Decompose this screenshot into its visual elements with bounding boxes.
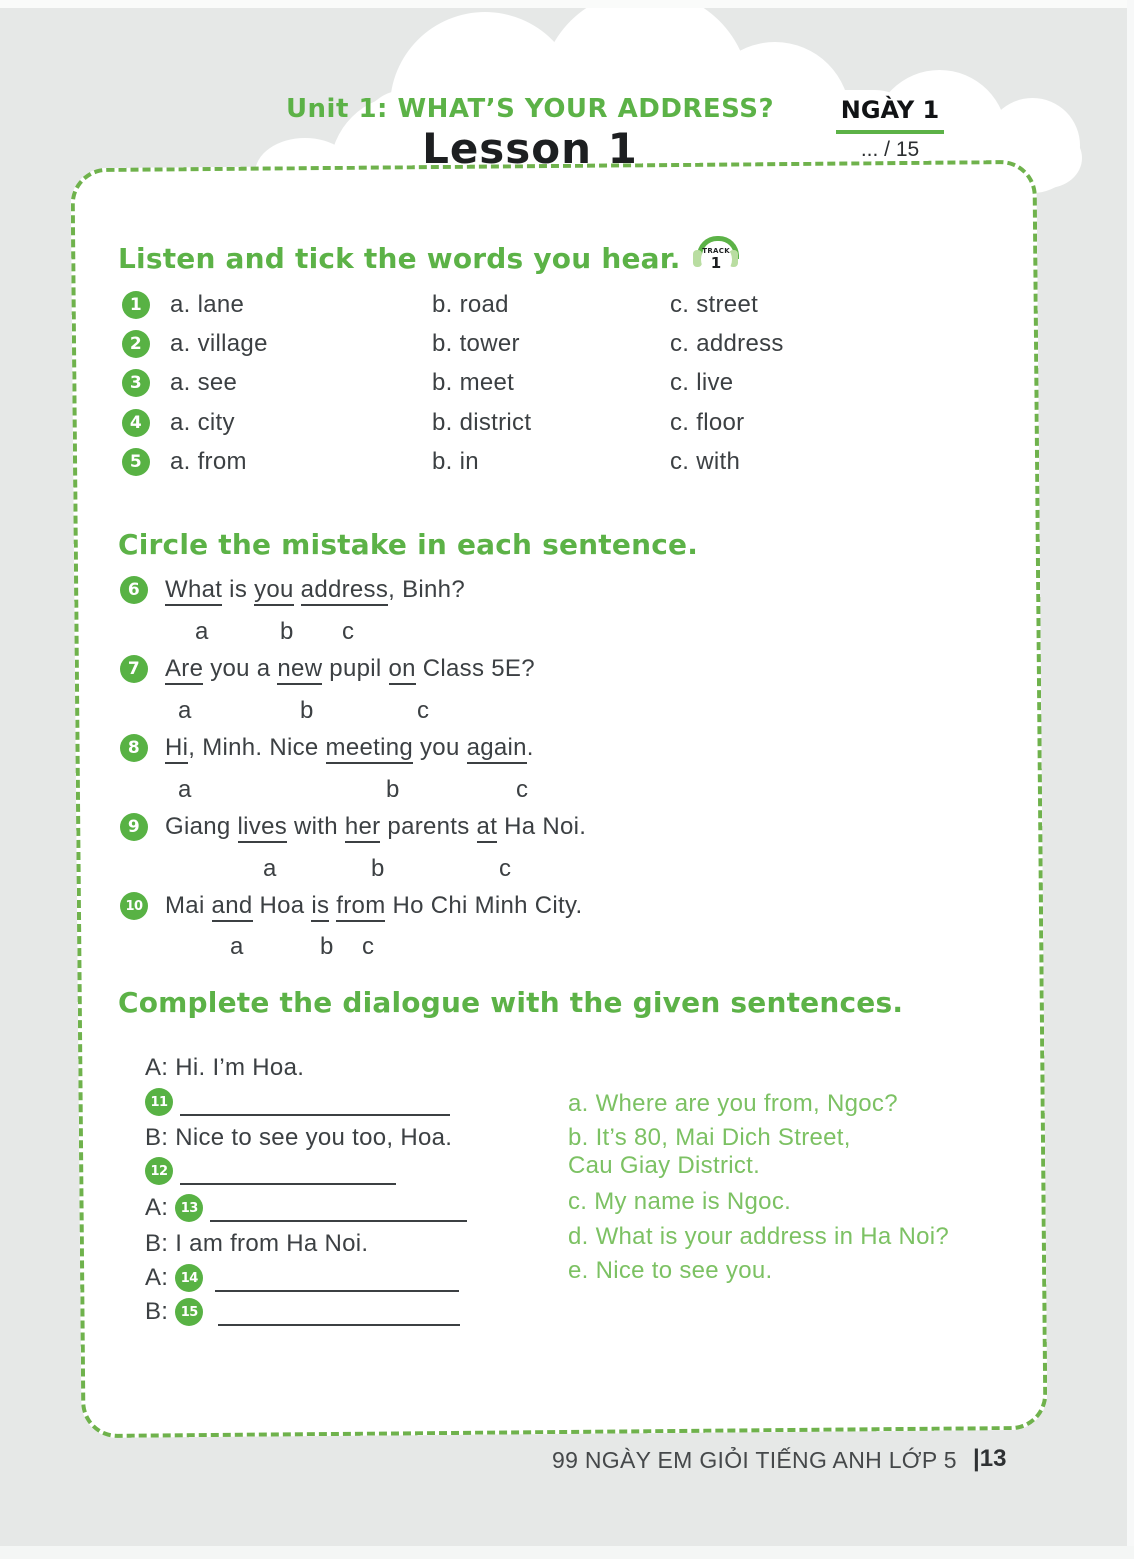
dialogue-text: B: [145,1298,169,1325]
page-edge-top [0,0,1134,8]
mistake-item-6 [120,576,465,604]
given-sentence-a: a. Where are you from, Ngoc? [568,1090,898,1117]
given-sentence-c: c. My name is Ngoc. [568,1188,792,1215]
option-c: c. street [670,290,759,318]
letters-row-6 [120,618,740,648]
letter-b: b [300,697,314,724]
listen-item-1 [122,285,1002,324]
answer-blank [180,1159,396,1185]
mistake-item-7 [120,655,535,683]
option-a: a. from [170,447,247,475]
footer-page-number: |13 [973,1445,1007,1472]
option-b: b. meet [432,368,515,396]
track-label: TRACK [702,246,730,255]
track-number: 1 [710,253,722,272]
option-c: c. live [670,368,734,396]
section2-heading: Circle the mistake in each sentence. [118,528,699,561]
option-b: b. road [432,290,509,318]
score-field: ... / 15 [860,138,920,161]
sentence: What is you address, Binh? [165,576,465,604]
mistake-item-9 [120,813,586,841]
footer-book-title: 99 NGÀY EM GIỎI TIẾNG ANH LỚP 5 [552,1447,957,1473]
sentence: Giang lives with her parents at Ha Noi. [165,813,586,841]
section1-title-text: Listen and tick the words you hear. [118,242,681,275]
letters-row-10 [120,933,740,963]
item-number-badge: 11 [145,1088,173,1116]
item-number-badge: 1 [122,291,150,319]
answer-blank [180,1090,450,1116]
answer-blank [215,1266,459,1292]
letters-row-7 [120,697,740,727]
option-a: a. lane [170,290,245,318]
item-number-badge: 12 [145,1157,173,1185]
item-number-badge: 10 [120,892,148,920]
letters-row-8 [120,776,740,806]
listen-item-3 [122,363,1002,402]
item-number-badge: 15 [175,1298,203,1326]
item-number-badge: 13 [175,1194,203,1222]
lesson-title: Lesson 1 [422,124,638,173]
item-number-badge: 5 [122,448,150,476]
unit-title: Unit 1: WHAT’S YOUR ADDRESS? [285,94,775,124]
item-number-badge: 9 [120,813,148,841]
dialogue-blank-12 [145,1154,396,1188]
section3-heading: Complete the dialogue with the given sentences. [118,986,904,1019]
letter-b: b [386,776,400,803]
dialogue-text: A: [145,1194,169,1221]
letters-row-9 [120,855,740,885]
option-b: b. in [432,447,479,475]
mistake-item-10 [120,892,583,920]
option-b: b. district [432,408,532,436]
sentence: Are you a new pupil on Class 5E? [165,655,535,683]
option-a: a. village [170,329,268,357]
item-number-badge: 4 [122,409,150,437]
listen-item-5 [122,442,1002,481]
dialogue-line-2 [145,1121,452,1155]
page-edge-right [1127,0,1134,1559]
item-number-badge: 6 [120,576,148,604]
letter-a: a [178,776,192,803]
page-edge-bottom [0,1546,1134,1559]
dialogue-text: B: I am from Ha Noi. [145,1230,369,1257]
sentence: Mai and Hoa is from Ho Chi Minh City. [165,892,583,920]
letter-a: a [178,697,192,724]
option-c: c. address [670,329,784,357]
listen-item-4 [122,403,1002,442]
track-icon [691,236,741,280]
letter-c: c [362,933,374,960]
given-sentence-d: d. What is your address in Ha Noi? [568,1223,950,1250]
day-underline [836,130,944,134]
letter-b: b [371,855,385,882]
option-a: a. city [170,408,235,436]
letter-a: a [230,933,244,960]
item-number-badge: 14 [175,1264,203,1292]
letter-c: c [417,697,429,724]
item-number-badge: 3 [122,369,150,397]
given-sentence-b: b. It’s 80, Mai Dich Street, [568,1124,851,1151]
letter-b: b [320,933,334,960]
letter-a: a [263,855,277,882]
option-c: c. with [670,447,741,475]
option-c: c. floor [670,408,745,436]
item-number-badge: 2 [122,330,150,358]
mistake-item-8 [120,734,534,762]
day-badge: NGÀY 1 [840,96,940,124]
given-sentence-b-cont: Cau Giay District. [568,1152,761,1179]
dialogue-text: A: Hi. I’m Hoa. [145,1054,305,1081]
given-sentence-e: e. Nice to see you. [568,1257,773,1284]
option-a: a. see [170,368,238,396]
item-number-badge: 7 [120,655,148,683]
dialogue-blank-14 [145,1261,459,1295]
letter-a: a [195,618,209,645]
letter-c: c [516,776,528,803]
answer-blank [218,1300,460,1326]
section1-heading [118,236,741,280]
dialogue-text: A: [145,1264,169,1291]
track-circle [701,244,732,275]
dialogue-text: B: Nice to see you too, Hoa. [145,1124,453,1151]
answer-blank [210,1196,467,1222]
dialogue-line-3 [145,1227,368,1261]
dialogue-blank-15 [145,1295,460,1329]
sentence: Hi, Minh. Nice meeting you again. [165,734,534,762]
listen-item-2 [122,324,1002,363]
dialogue-blank-11 [145,1085,450,1119]
option-b: b. tower [432,329,520,357]
letter-b: b [280,618,294,645]
letter-c: c [499,855,511,882]
letter-c: c [342,618,354,645]
dialogue-line-1 [145,1051,304,1085]
dialogue-blank-13 [145,1191,467,1225]
item-number-badge: 8 [120,734,148,762]
